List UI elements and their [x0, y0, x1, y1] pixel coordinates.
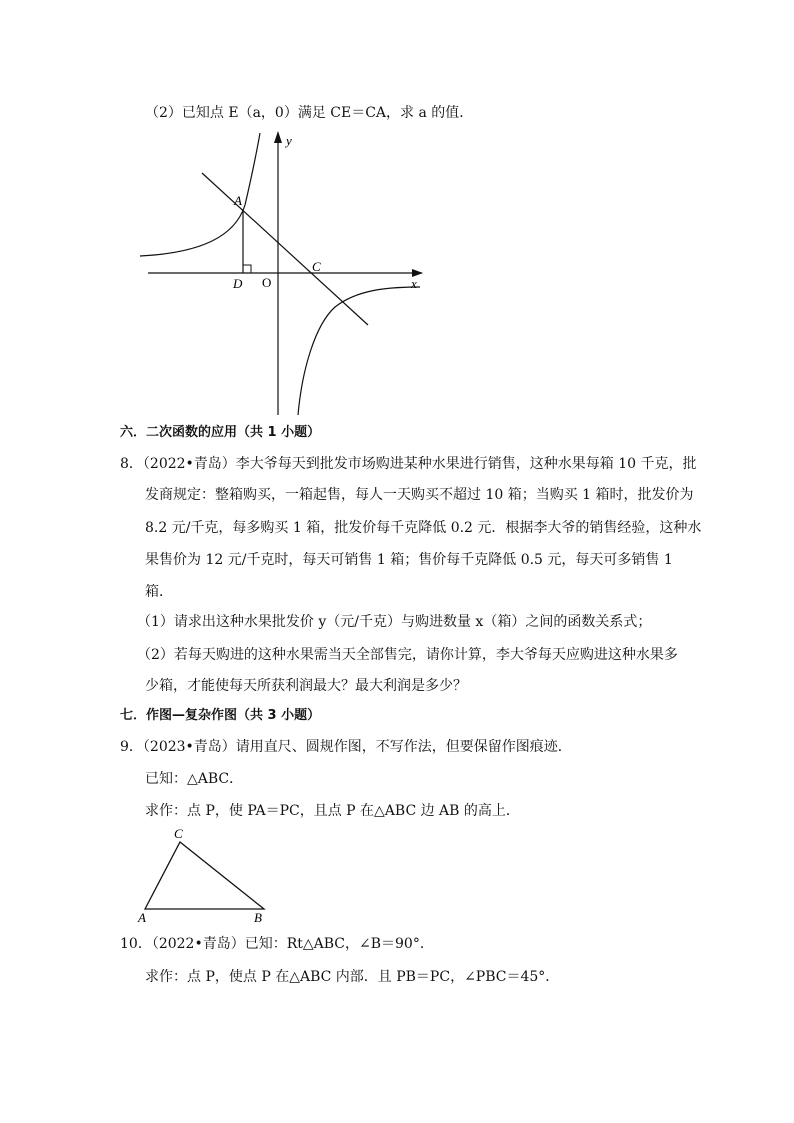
question-8-part-1: （1）请求出这种水果批发价 y（元/千克）与购进数量 x（箱）之间的函数关系式； [137, 614, 652, 630]
function-graph-figure [130, 125, 430, 420]
origin-label: O [262, 275, 272, 290]
question-8-line-2: 发商规定：整箱购买，一箱起售，每人一天购买不超过 10 箱；当购买 1 箱时，批发价为 [145, 487, 694, 503]
question-8-part-2-line-1: （2）若每天购进的这种水果需当天全部售完，请你计算，李大爷每天应购进这种水果多 [137, 647, 678, 663]
triangle-vertex-a-label: A [138, 910, 146, 925]
triangle-abc-figure [130, 822, 280, 928]
y-axis-arrow [274, 131, 282, 143]
question-8-line-5: 箱． [145, 584, 173, 600]
section-7-title: 七．作图—复杂作图（共 3 小题） [120, 708, 321, 723]
point-d-label: D [233, 276, 243, 291]
hyperbola-branch-lower [298, 287, 420, 415]
question-10-line-1: 10．（2022•青岛）已知：Rt△ABC，∠B＝90°． [120, 936, 434, 952]
question-9-line-1: 9．（2023•青岛）请用直尺、圆规作图，不写作法，但要保留作图痕迹． [120, 739, 572, 755]
question-7-part-2: （2）已知点 E（a，0）满足 CE＝CA，求 a 的值． [145, 105, 474, 121]
point-a-label: A [234, 193, 242, 208]
question-8-line-1: 8．（2022•青岛）李大爷每天到批发市场购进某种水果进行销售，这种水果每箱 10 千克，批 [120, 456, 697, 472]
question-8-part-2-line-2: 少箱，才能使每天所获利润最大？最大利润是多少？ [145, 678, 467, 694]
triangle-vertex-b-label: B [254, 910, 262, 925]
question-10-construct: 求作：点 P，使点 P 在△ABC 内部．且 PB＝PC，∠PBC＝45°． [145, 969, 560, 985]
right-angle-mark [243, 265, 251, 273]
section-6-title: 六．二次函数的应用（共 1 小题） [120, 425, 321, 440]
question-8-line-3: 8.2 元/千克，每多购买 1 箱，批发价每千克降低 0.2 元．根据李大爷的销售经验，这种水 [145, 520, 702, 536]
line-ac [202, 173, 368, 325]
x-axis-label: x [411, 276, 417, 291]
question-9-given: 已知：△ABC． [145, 771, 244, 787]
y-axis-label: y [286, 133, 292, 148]
triangle-abc [145, 842, 264, 909]
point-c-label: C [312, 259, 321, 274]
triangle-vertex-c-label: C [174, 826, 183, 841]
question-9-construct: 求作：点 P，使 PA＝PC，且点 P 在△ABC 边 AB 的高上． [145, 803, 520, 819]
hyperbola-branch-upper [140, 133, 260, 256]
question-8-line-4: 果售价为 12 元/千克时，每天可销售 1 箱；售价每千克降低 0.5 元，每天可多销售 1 [145, 552, 673, 568]
